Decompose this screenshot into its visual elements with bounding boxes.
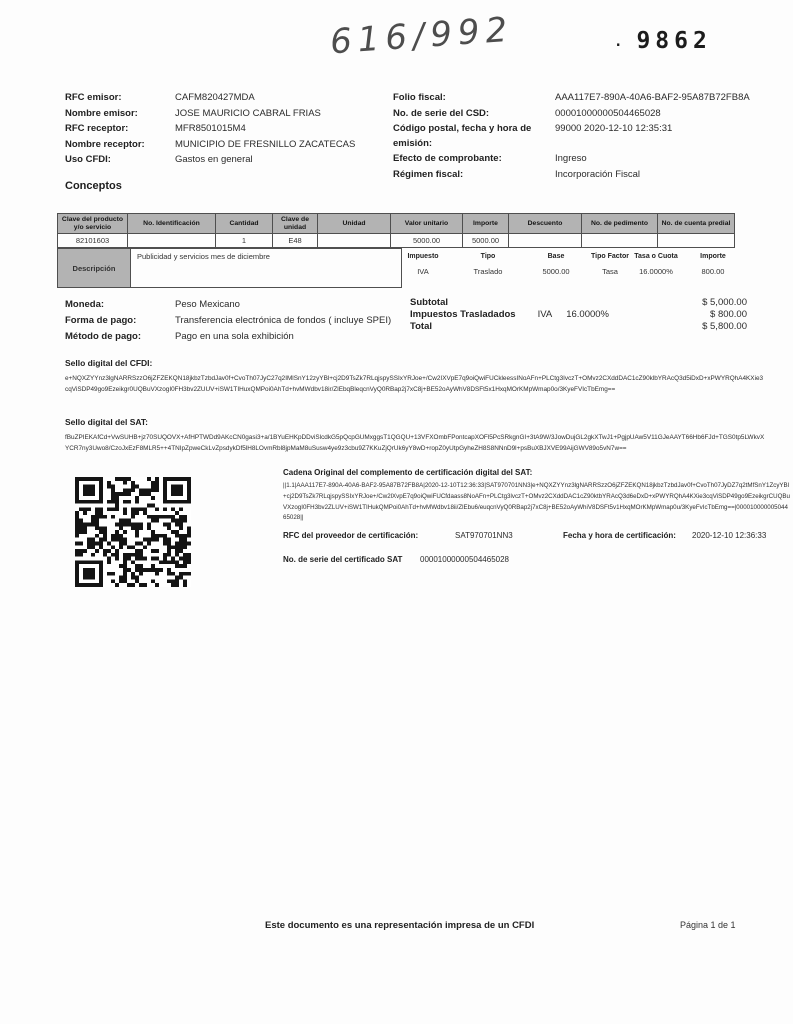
nombre-emisor-label: Nombre emisor: — [65, 107, 138, 119]
cadena-original-label: Cadena Original del complemento de certificación digital del SAT: — [283, 468, 533, 477]
col-descuento: Descuento — [509, 214, 582, 234]
cell-clave-producto: 82101603 — [58, 234, 128, 248]
efecto-value: Ingreso — [555, 153, 587, 165]
serie-csd-value: 00001000000504465028 — [555, 107, 661, 119]
col-clave-unidad: Clave de unidad — [273, 214, 318, 234]
imp-col-base: Base — [547, 253, 565, 260]
rfc-receptor-label: RFC receptor: — [65, 123, 129, 135]
col-unidad: Unidad — [318, 214, 391, 234]
metodo-pago-label: Método de pago: — [65, 331, 141, 342]
imp-col-tasa-cuota: Tasa o Cuota — [634, 253, 678, 260]
totals-block — [410, 297, 747, 332]
rfc-proveedor-value: SAT970701NN3 — [455, 531, 513, 540]
conceptos-table — [57, 213, 735, 248]
fiscal-info-block — [393, 90, 753, 182]
rfc-receptor-value: MFR8501015M4 — [175, 123, 246, 135]
imp-val-importe: 800.00 — [701, 267, 725, 276]
imp-val-impuesto: IVA — [417, 267, 429, 276]
footer-note: Este documento es una representación impresa de un CFDI — [265, 920, 535, 931]
col-clave-producto: Clave del producto y/o servicio — [58, 214, 128, 234]
col-no-identificacion: No. Identificación — [128, 214, 216, 234]
info-row-folio-fiscal — [393, 90, 753, 106]
info-row-nombre-emisor — [65, 106, 395, 122]
handwritten-folio: 616/992 — [328, 9, 515, 63]
info-row-serie-csd — [393, 106, 753, 122]
cell-no-pedimento — [582, 234, 658, 248]
sello-cfdi-value: e+NQXZYYnz3lgNARRSzzO6jZFZEKQN18jkbzTzbdJav0f+CvoTh07JyC27q2IMlSnY12zyYBl+cj2D9TsZk7RLqjspySSIxYRJoe+/Cw2IXVpE7q9oiQwiFUCkleessINoAFn+PLCtg3IvczT+OMvz2CXddDAC1cZ90klbYRAcQ3d5iDxD+xPWYRQhA4KXie3cqViSDP49go9Ezeikgr0UQBuVXzogI0FH3bv2ZUUV+iSW1TIHuxQMPoi0AhTd+hvMWdbv18ir/ZlEbqBleqcnVyQ0RBap2j7xC8j+BE52oAyWhV8DSFt5x1HxqMOrKMpWmap0o/3KyeFVIcTbEmg== — [65, 375, 764, 393]
moneda-label: Moneda: — [65, 299, 105, 310]
info-row-rfc-emisor — [65, 90, 395, 106]
row-metodo-pago — [65, 329, 405, 345]
descripcion-row — [58, 249, 402, 288]
info-row-efecto — [393, 151, 753, 167]
info-row-cp-fecha — [393, 121, 753, 151]
regimen-label: Régimen fiscal: — [393, 168, 464, 180]
col-cantidad: Cantidad — [216, 214, 273, 234]
rfc-emisor-label: RFC emisor: — [65, 92, 122, 103]
sello-sat-value: fBuZPIEKAfCd+VwSUHB+jz70SUQOVX+AfHPTWDd9AKcCN0gasi3+a/1BYuEHKpDDviSlcdkG5pQcpGUMxggsT1QGQU+13VFXOmbFPontcapXOFl5PcSRkgnGI+3tA9W/3JowDujGL2gkXTwJ1+PgjpUAw5V11GJeAAYT66Hb6FJd+TGS0tp5LWkvXYCR7ny3Uwo8/CzoJxEzF8MLR5++4TNIpZpweCkLvZpsdykDf5lH8LOvmRbl8jpMaM8uSusw4ye9z3cbu9Z7KKuZjQrUk6yY8wD+ropZ0yUtpGyheZH8S8NNnD9l+psBuXBJXVE99AijGWV89o5vN7w== — [65, 434, 765, 452]
qr-code — [75, 477, 191, 587]
conceptos-data-row — [58, 234, 735, 248]
info-row-regimen — [393, 167, 753, 183]
impuestos-tax-rate: 16.0000% — [566, 308, 609, 320]
page-indicator: Página 1 de 1 — [680, 920, 736, 930]
imp-col-impuesto: Impuesto — [407, 253, 439, 260]
rfc-proveedor-label: RFC del proveedor de certificación: — [283, 531, 419, 540]
cell-no-identificacion — [128, 234, 216, 248]
sello-sat-label: Sello digital del SAT: — [65, 417, 148, 427]
impuestos-header-row — [392, 253, 748, 261]
descripcion-table — [57, 248, 402, 288]
fecha-certificacion-label: Fecha y hora de certificación: — [563, 531, 676, 540]
row-forma-pago — [65, 313, 405, 329]
stamp-number — [614, 28, 712, 54]
efecto-label: Efecto de comprobante: — [393, 153, 502, 165]
row-moneda — [65, 297, 405, 313]
subtotal-label: Subtotal — [410, 297, 448, 308]
serie-certificado-sat-value: 00001000000504465028 — [420, 555, 509, 564]
serie-csd-label: No. de serie del CSD: — [393, 107, 490, 119]
impuestos-trasladados-row — [410, 309, 747, 321]
total-label: Total — [410, 320, 432, 332]
rfc-emisor-value: CAFM820427MDA — [175, 92, 255, 103]
nombre-receptor-value: MUNICIPIO DE FRESNILLO ZACATECAS — [175, 138, 356, 150]
subtotal-amount: $ 5,000.00 — [702, 297, 747, 308]
sello-sat-block — [65, 417, 765, 454]
fecha-certificacion-value: 2020-12-10 12:36:33 — [692, 531, 767, 540]
impuestos-amount: $ 800.00 — [710, 308, 747, 320]
cp-fecha-label: Código postal, fecha y hora de emisión: — [393, 123, 532, 149]
regimen-value: Incorporación Fiscal — [555, 168, 641, 180]
uso-cfdi-label: Uso CFDI: — [65, 154, 111, 166]
cadena-original-block — [283, 468, 790, 524]
col-importe: Importe — [463, 214, 509, 234]
subtotal-row — [410, 297, 747, 309]
nombre-emisor-value: JOSE MAURICIO CABRAL FRIAS — [175, 107, 321, 119]
sello-cfdi-label: Sello digital del CFDI: — [65, 358, 153, 368]
cadena-original-value: ||1.1|AAA117E7-890A-40A6-BAF2-95A87B72FB8A|2020-12-10T12:36:33|SAT970701NN3|e+NQXZYYnz3lgNARRSzzO6jZFZEKQN18jkbzTzbdJav0f+CvoTh07JyDZ7q2tMfSnY1ZcyYBl+cj2D9TsZk7RLqjspySSIxYRJoe+/Cw2lXvpE7q9oiQwiFUCfdaass8NoAFn+PLCtg3lvczT+OMvz2CXddDAC1cZ90ktbYRAcQ3d6eDxD+xPWYRQhA4KXie3cqViSDP49go9EzeikgrCUQBuVXzogI0FH3bv2ZLUV+iSW1TIHukQMPoi0AhTd+hvMWdbv18ii/ZlEbu6/euqcnVyQ0RBap2j7xC8j+BE52oAyWhiV8DSFt5v1HxqMOrKMpWmap0u/3KyeFvIcTbEmg==|00001000000504465028|| — [283, 482, 790, 522]
metodo-pago-value: Pago en una sola exhibición — [175, 331, 294, 342]
conceptos-header-row — [58, 214, 735, 234]
cell-no-cuenta-predial — [658, 234, 735, 248]
forma-pago-value: Transferencia electrónica de fondos ( incluye SPEI) — [175, 315, 392, 326]
impuestos-concepto-table — [392, 253, 748, 276]
stamp-dot-icon: . — [614, 33, 623, 50]
imp-col-tipo: Tipo — [480, 253, 496, 260]
col-no-cuenta-predial: No. de cuenta predial — [658, 214, 735, 234]
impuestos-value-row — [392, 261, 748, 276]
info-row-nombre-receptor — [65, 137, 395, 153]
total-amount: $ 5,800.00 — [702, 320, 747, 332]
forma-pago-label: Forma de pago: — [65, 315, 137, 326]
cp-fecha-value: 99000 2020-12-10 12:35:31 — [555, 123, 673, 135]
folio-fiscal-value: AAA117E7-890A-40A6-BAF2-95A87B72FB8A — [555, 92, 750, 103]
cell-descuento — [509, 234, 582, 248]
cell-importe: 5000.00 — [463, 234, 509, 248]
cell-clave-unidad: E48 — [273, 234, 318, 248]
descripcion-value: Publicidad y servicios mes de diciembre — [131, 249, 402, 288]
total-row — [410, 321, 747, 333]
moneda-value: Peso Mexicano — [175, 299, 240, 310]
cell-unidad — [318, 234, 391, 248]
cell-cantidad: 1 — [216, 234, 273, 248]
imp-val-tipo: Traslado — [473, 267, 503, 276]
col-valor-unitario: Valor unitario — [391, 214, 463, 234]
cell-valor-unitario: 5000.00 — [391, 234, 463, 248]
imp-col-importe: Importe — [700, 253, 726, 260]
col-no-pedimento: No. de pedimento — [582, 214, 658, 234]
impuestos-trasladados-label: Impuestos Trasladados — [410, 308, 516, 320]
folio-fiscal-label: Folio fiscal: — [393, 92, 446, 103]
sello-cfdi-block — [65, 358, 765, 395]
imp-val-tasa-cuota: 16.0000% — [639, 267, 673, 276]
payment-info-block — [65, 297, 405, 345]
info-row-rfc-receptor — [65, 121, 395, 137]
serie-certificado-sat-label: No. de serie del certificado SAT — [283, 555, 403, 564]
uso-cfdi-value: Gastos en general — [175, 154, 253, 166]
info-row-uso-cfdi — [65, 152, 395, 168]
descripcion-label: Descripción — [58, 249, 131, 288]
imp-col-tipo-factor: Tipo Factor — [591, 253, 629, 260]
nombre-receptor-label: Nombre receptor: — [65, 138, 145, 150]
imp-val-base: 5000.00 — [542, 267, 570, 276]
conceptos-title: Conceptos — [65, 180, 122, 192]
stamp-number-text: 9862 — [636, 28, 712, 54]
impuestos-tax-name: IVA — [537, 308, 553, 320]
imp-val-tipo-factor: Tasa — [602, 267, 618, 276]
issuer-info-block — [65, 90, 395, 168]
